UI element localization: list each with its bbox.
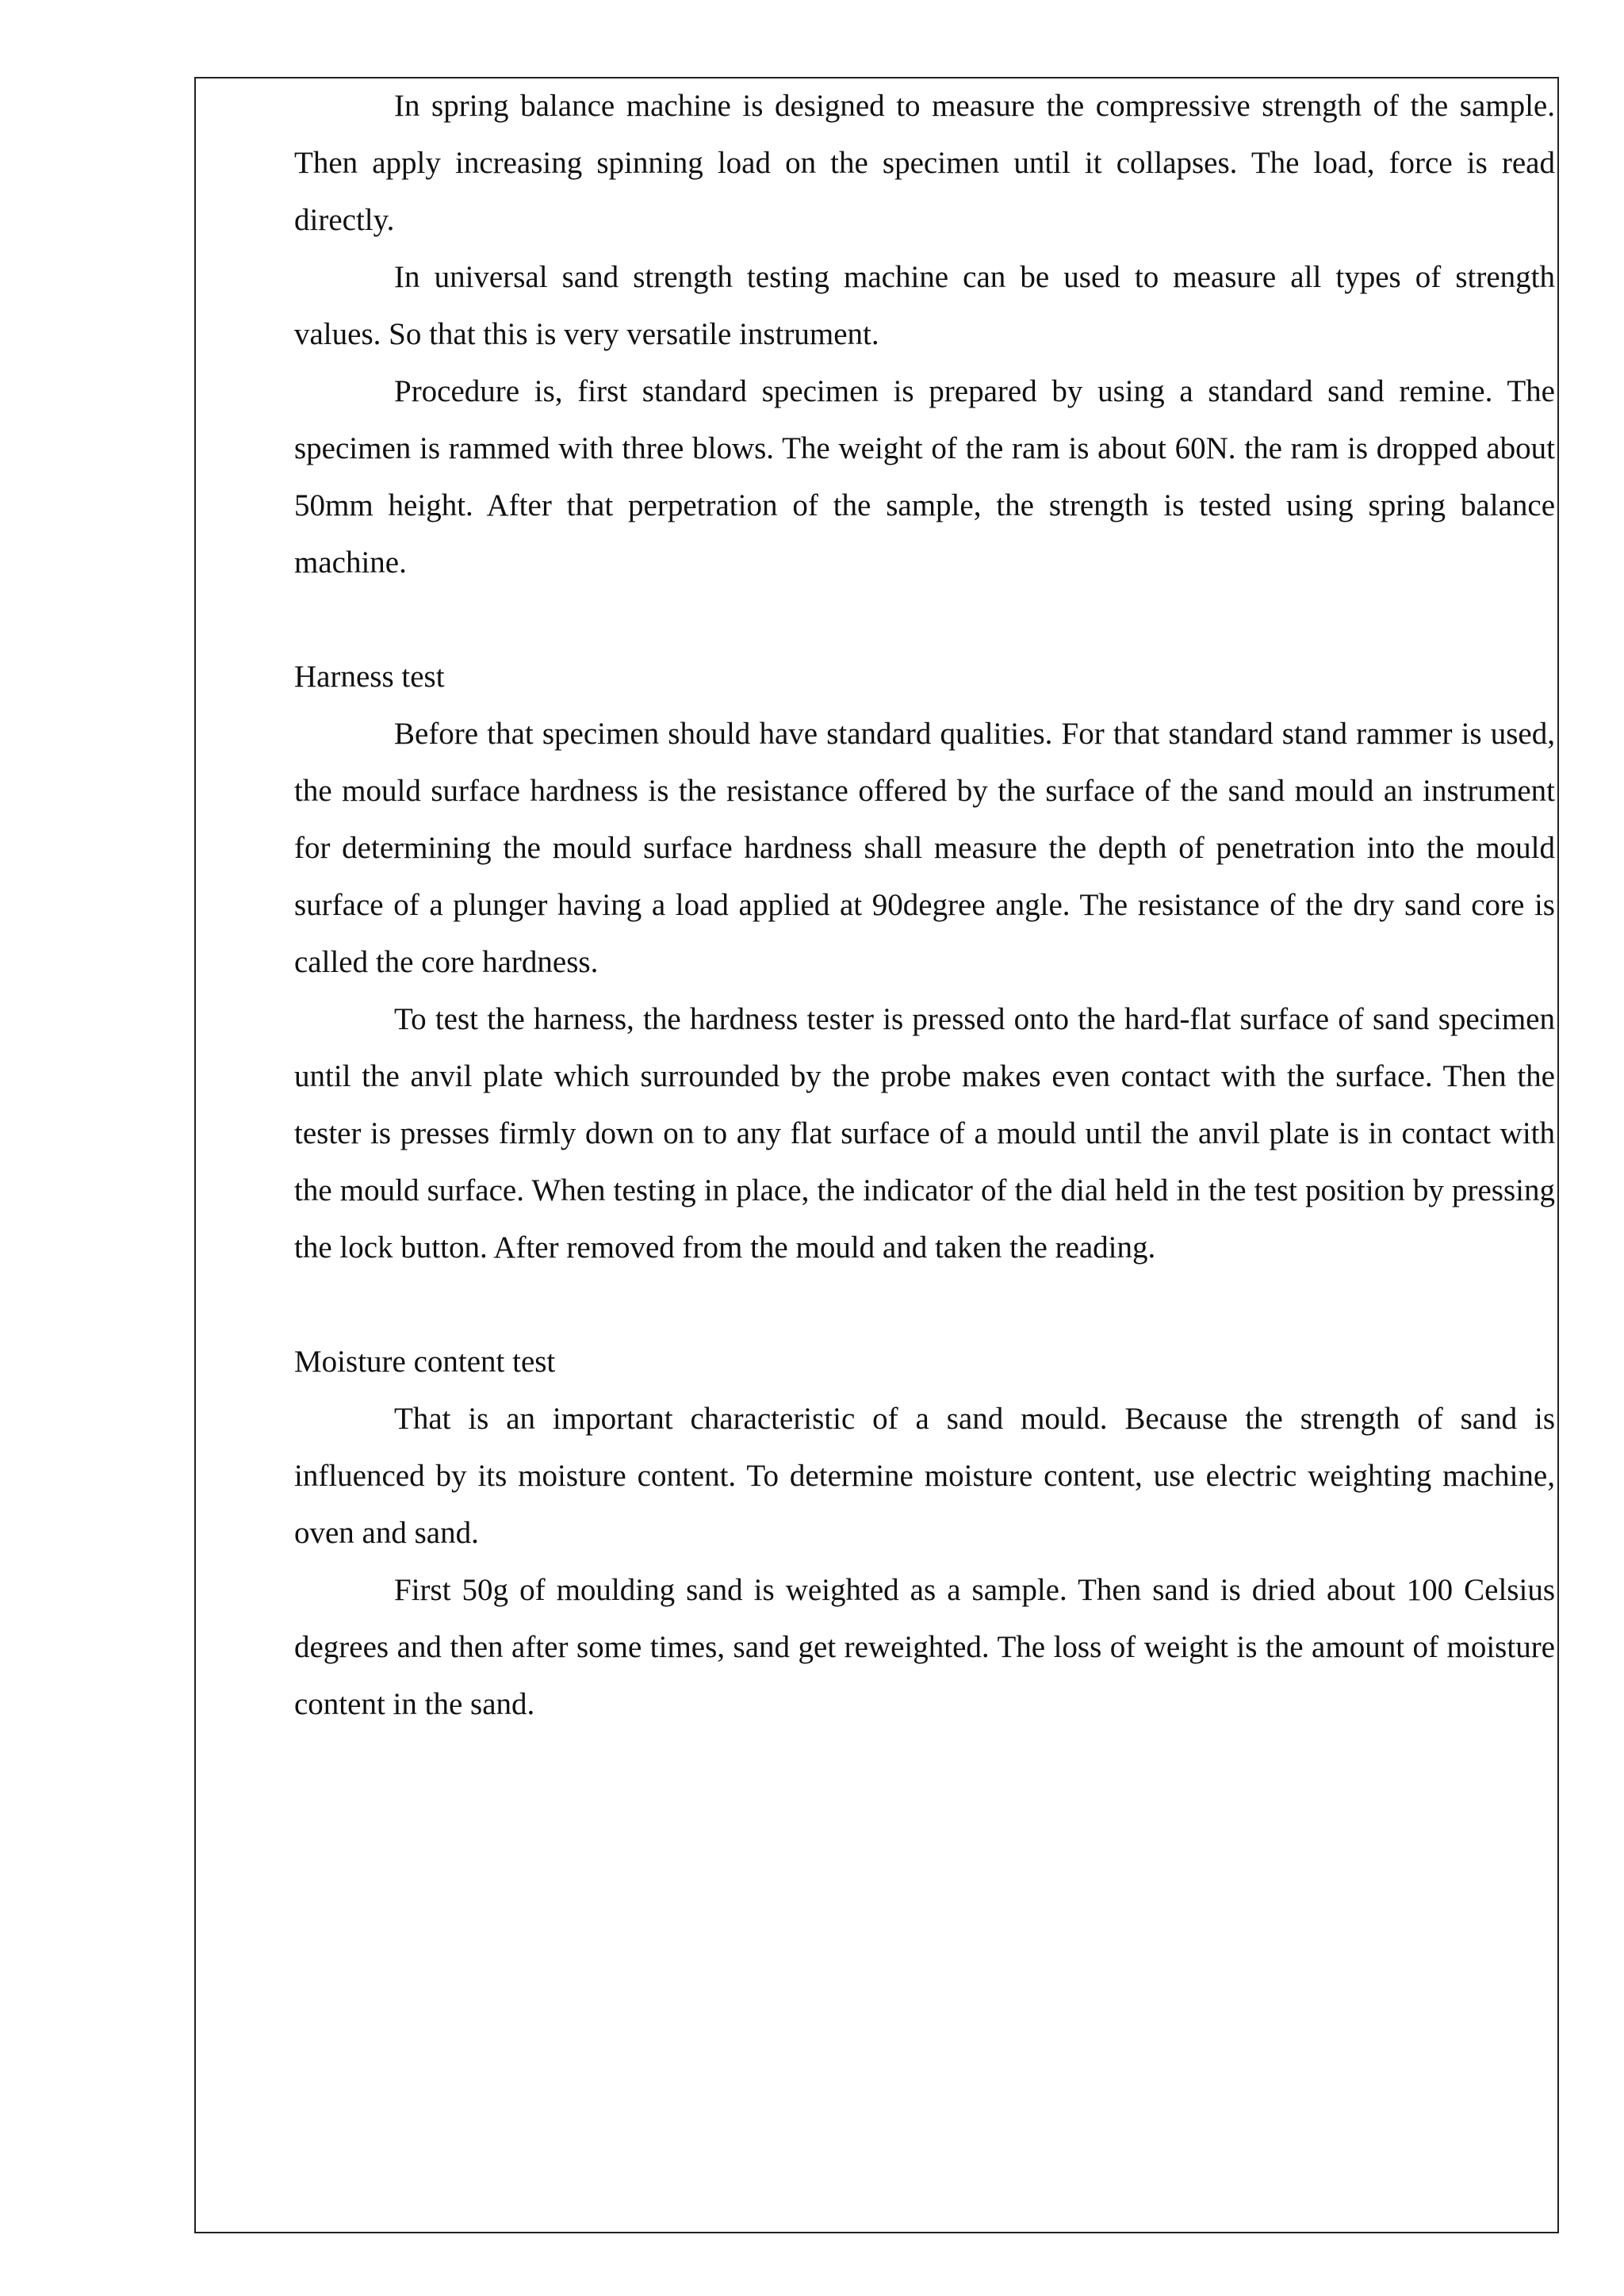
heading-hardness-test: Harness test bbox=[294, 660, 445, 694]
section-spacer bbox=[294, 1276, 1555, 1334]
paragraph-procedure: Procedure is, first standard specimen is prepared by using a standard sand remine. The specimen is rammed with three blows. The weight of the ram is about 60N. the ram is dropped about 50mm height. After that perpetration of the sample, the strength is tested using spring balance machine. bbox=[294, 374, 1555, 580]
section-spacer bbox=[294, 591, 1555, 649]
paragraph-moisture-procedure: First 50g of moulding sand is weighted as a sample. Then sand is dried about 100 Celsius degrees and then after some times, sand get reweighted. The loss of weight is the amount of moisture content in the sand. bbox=[294, 1573, 1555, 1721]
paragraph-hardness-intro: Before that specimen should have standard qualities. For that standard stand rammer is used, the mould surface hardness is the resistance offered by the surface of the sand mould an instrument for determining the mould surface hardness shall measure the depth of penetration into the mould surface of a plunger having a load applied at 90degree angle. The resistance of the dry sand core is called the core hardness. bbox=[294, 717, 1555, 979]
document-body bbox=[294, 78, 1555, 1733]
paragraph-spring-balance: In spring balance machine is designed to measure the compressive strength of the sample. Then apply increasing spinning load on the specimen until it collapses. The load, force is read directly. bbox=[294, 89, 1555, 237]
paragraph-hardness-procedure: To test the harness, the hardness tester is pressed onto the hard-flat surface of sand specimen until the anvil plate which surrounded by the probe makes even contact with the surface. Then the tester is presses firmly down on to any flat surface of a mould until the anvil plate is in contact with the mould surface. When testing in place, the indicator of the dial held in the test position by pressing the lock button. After removed from the mould and taken the reading. bbox=[294, 1002, 1555, 1265]
heading-moisture-test: Moisture content test bbox=[294, 1345, 556, 1379]
paragraph-moisture-intro: That is an important characteristic of a sand mould. Because the strength of sand is influenced by its moisture content. To determine moisture content, use electric weighting machine, oven and sand. bbox=[294, 1402, 1555, 1550]
paragraph-universal-machine: In universal sand strength testing machine can be used to measure all types of strength values. So that this is very versatile instrument. bbox=[294, 260, 1555, 351]
